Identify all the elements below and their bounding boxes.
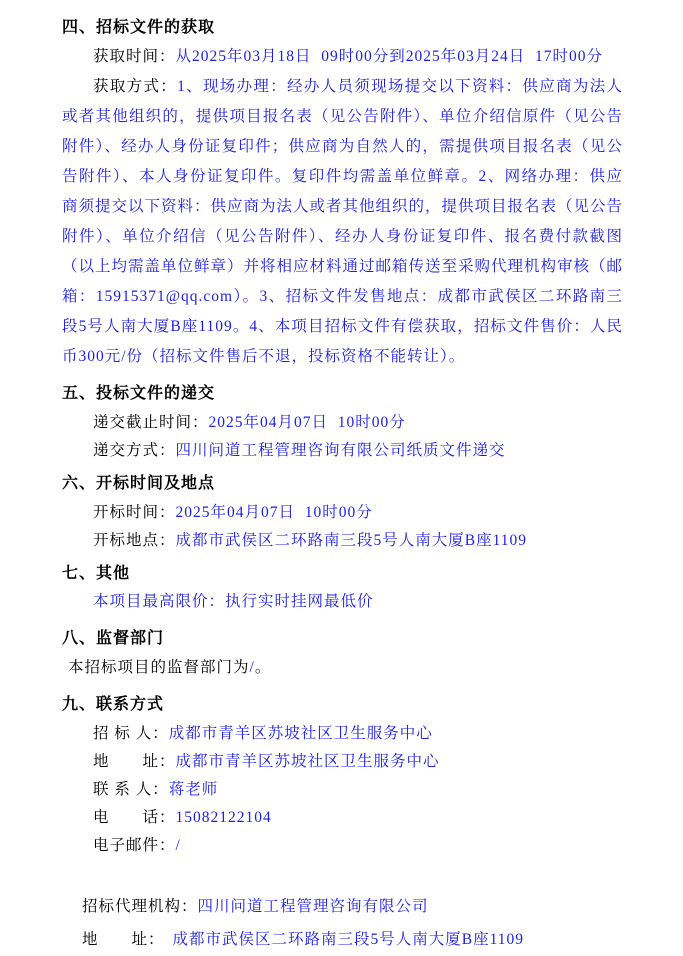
section-bid-submission [62,379,623,466]
section-other [62,559,623,615]
section-heading: 七、其他 [62,564,131,582]
contact-person-value: 蒋老师 [168,781,219,798]
email-line [62,832,623,860]
obtain-method-label: 获取方式： [93,77,178,95]
opening-time-label: 开标时间： [93,503,176,521]
max-price-value: 本项目最高限价：执行实时挂网最低价 [93,592,374,610]
contact-person-line [62,776,623,804]
supervision-value: / [249,658,255,676]
tenderer-address-line [62,748,623,776]
obtain-time-line [62,43,623,72]
section-contact-info [62,690,623,860]
email-label: 电子邮件： [93,837,176,854]
agency-line [82,890,623,923]
opening-place-value: 成都市武侯区二环路南三段5号人南大厦B座1109 [175,532,528,549]
email-value: / [175,837,181,854]
supervision-prefix: 本招标项目的监督部门为 [68,658,250,676]
section-heading: 五、投标文件的递交 [62,384,216,402]
agency-address-label: 地 址： [82,931,165,948]
agency-address-value: 成都市武侯区二环路南三段5号人南大厦B座1109 [172,931,525,948]
supervision-line [62,654,623,683]
contact-person-label: 联 系 人： [93,781,169,798]
submission-deadline-line [62,409,623,438]
tenderer-address-label: 地 址： [93,753,176,770]
opening-time-value: 2025年04月07日 10时00分 [175,503,373,521]
submission-method-value: 四川问道工程管理咨询有限公司纸质文件递交 [175,442,506,459]
phone-line [62,804,623,832]
tenderer-value: 成都市青羊区苏坡社区卫生服务中心 [168,725,433,742]
section-supervision-department [62,624,623,683]
agency-address-line [82,923,623,956]
obtain-method-paragraph [62,72,623,372]
section-heading: 八、监督部门 [62,629,165,647]
opening-time-line [62,499,623,528]
submission-deadline-label: 递交截止时间： [93,413,209,431]
agency-footer [62,890,623,956]
tenderer-line [62,720,623,748]
agency-label: 招标代理机构： [82,898,198,915]
section-bid-opening [62,469,623,556]
obtain-time-value: 从2025年03月18日 09时00分到2025年03月24日 17时00分 [175,48,604,65]
submission-deadline-value: 2025年04月07日 10时00分 [208,413,406,431]
opening-place-line [62,527,623,556]
tenderer-address-value: 成都市青羊区苏坡社区卫生服务中心 [175,753,440,770]
section-obtain-tender-documents [62,13,623,372]
section-heading: 六、开标时间及地点 [62,474,216,492]
submission-method-label: 递交方式： [93,442,176,459]
phone-label: 电 话： [93,809,176,826]
submission-method-line [62,437,623,466]
agency-value: 四川问道工程管理咨询有限公司 [197,898,429,915]
phone-value: 15082122104 [175,809,272,826]
obtain-method-value: 1、现场办理：经办人员须现场提交以下资料：供应商为法人或者其他组织的，提供项目报名表（见公告附件）、单位介绍信原件（见公告附件）、经办人身份证复印件；供应商为自然人的，需提供项目报名表（见公告附件）、本人身份证复印件。复印件均需盖单位鲜章。2、网络办理：供应商须提交以下资料：供应商为法人或者其他组织的，提供项目报名表（见公告附件）、单位介绍信（见公告附件）、经办人身份证复印件、报名费付款截图（以上均需盖单位鲜章）并将相应材料通过邮箱传送至采购代理机构审核（邮箱：15915371@qq.com）。3、招标文件发售地点：成都市武侯区二环路南三段5号人南大厦B座1109。4、本项目招标文件有偿获取，招标文件售价：人民币300元/份（招标文件售后不退，投标资格不能转让）。 [62,77,624,365]
obtain-time-label: 获取时间： [93,48,176,65]
section-heading: 九、联系方式 [62,696,165,713]
max-price-line [62,589,623,615]
section-heading: 四、招标文件的获取 [62,19,216,36]
supervision-suffix: 。 [254,658,272,676]
tenderer-label: 招 标 人： [93,725,169,742]
opening-place-label: 开标地点： [93,532,176,549]
